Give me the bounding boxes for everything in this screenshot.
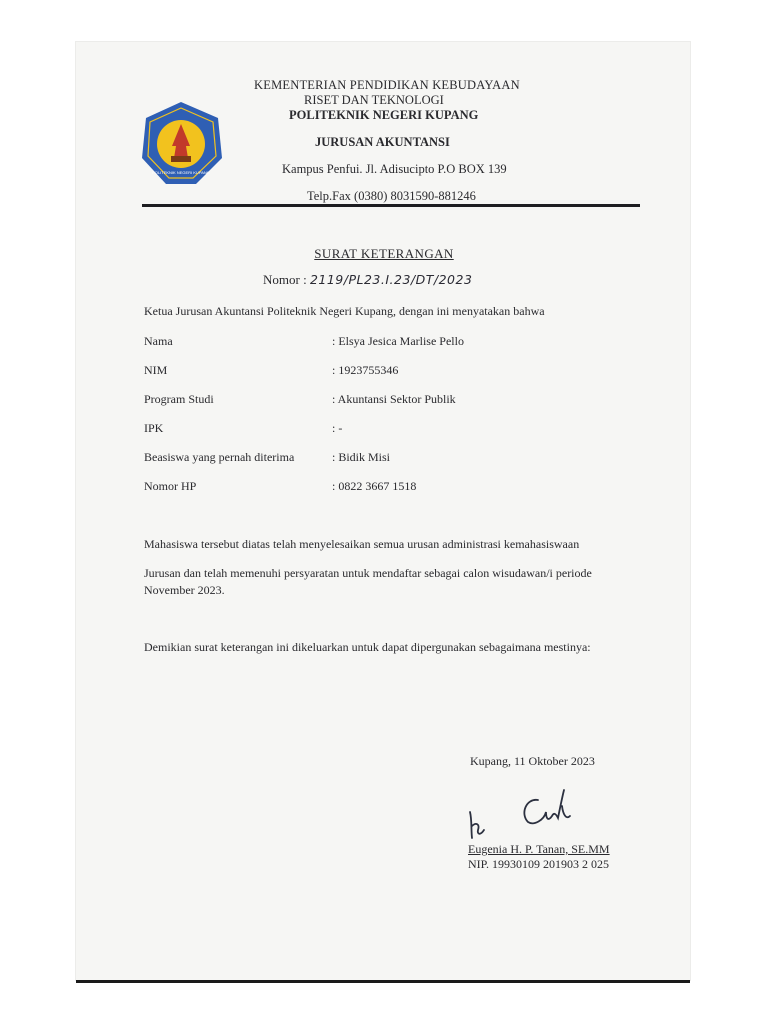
closing-text: Demikian surat keterangan ini dikeluarkan untuk dapat dipergunakan sebagaimana mestinya:	[144, 640, 591, 654]
field-value: : 0822 3667 1518	[332, 479, 417, 493]
field-label: IPK	[144, 421, 164, 435]
field-row	[144, 421, 644, 439]
field-value: : Bidik Misi	[332, 450, 391, 464]
field-value: : 1923755346	[332, 363, 399, 377]
intro-text: Ketua Jurusan Akuntansi Politeknik Negeri Kupang, dengan ini menyatakan bahwa	[144, 304, 545, 318]
field-value: : -	[332, 421, 343, 435]
field-row	[144, 334, 644, 352]
body-paragraph-2-line-1: Jurusan dan telah memenuhi persyaratan untuk mendaftar sebagai calon wisudawan/i periode	[144, 566, 592, 580]
address-line: Kampus Penfui. Jl. Adisucipto P.O BOX 139	[282, 162, 507, 176]
signatory-name: Eugenia H. P. Tanan, SE.MM	[468, 842, 610, 856]
field-row	[144, 392, 644, 410]
field-row	[144, 363, 644, 381]
body-paragraph-1: Mahasiswa tersebut diatas telah menyelesaikan semua urusan administrasi kemahasiswaan	[144, 537, 580, 551]
logo-text: POLITEKNIK NEGERI KUPANG	[152, 170, 210, 175]
signatory-nip: NIP. 19930109 201903 2 025	[468, 857, 610, 871]
phone-line: Telp.Fax (0380) 8031590-881246	[307, 189, 476, 203]
letter-title: SURAT KETERANGAN	[314, 246, 454, 261]
letterhead-divider	[142, 204, 640, 207]
page-bottom-edge	[76, 980, 690, 983]
department-name: JURUSAN AKUNTANSI	[315, 135, 450, 149]
field-row	[144, 479, 644, 497]
field-row	[144, 450, 644, 468]
field-value: : Elsya Jesica Marlise Pello	[332, 334, 464, 348]
field-label: Beasiswa yang pernah diterima	[144, 450, 295, 464]
field-label: Program Studi	[144, 392, 214, 406]
field-value: : Akuntansi Sektor Publik	[332, 392, 456, 406]
letter-number-value: 2119/PL23.I.23/DT/2023	[309, 272, 473, 287]
field-label: Nomor HP	[144, 479, 197, 493]
handwritten-signature	[462, 786, 582, 842]
place-date: Kupang, 11 Oktober 2023	[470, 754, 595, 768]
field-label: Nama	[144, 334, 173, 348]
ministry-line-2: RISET DAN TEKNOLOGI	[304, 93, 444, 107]
letter-number	[263, 272, 472, 288]
field-label: NIM	[144, 363, 168, 377]
letter-number-label: Nomor :	[263, 272, 310, 287]
ministry-line-1: KEMENTERIAN PENDIDIKAN KEBUDAYAAN	[254, 78, 520, 92]
institution-logo	[138, 100, 224, 188]
body-paragraph-2-line-2: November 2023.	[144, 583, 225, 597]
institution-name: POLITEKNIK NEGERI KUPANG	[289, 108, 479, 122]
